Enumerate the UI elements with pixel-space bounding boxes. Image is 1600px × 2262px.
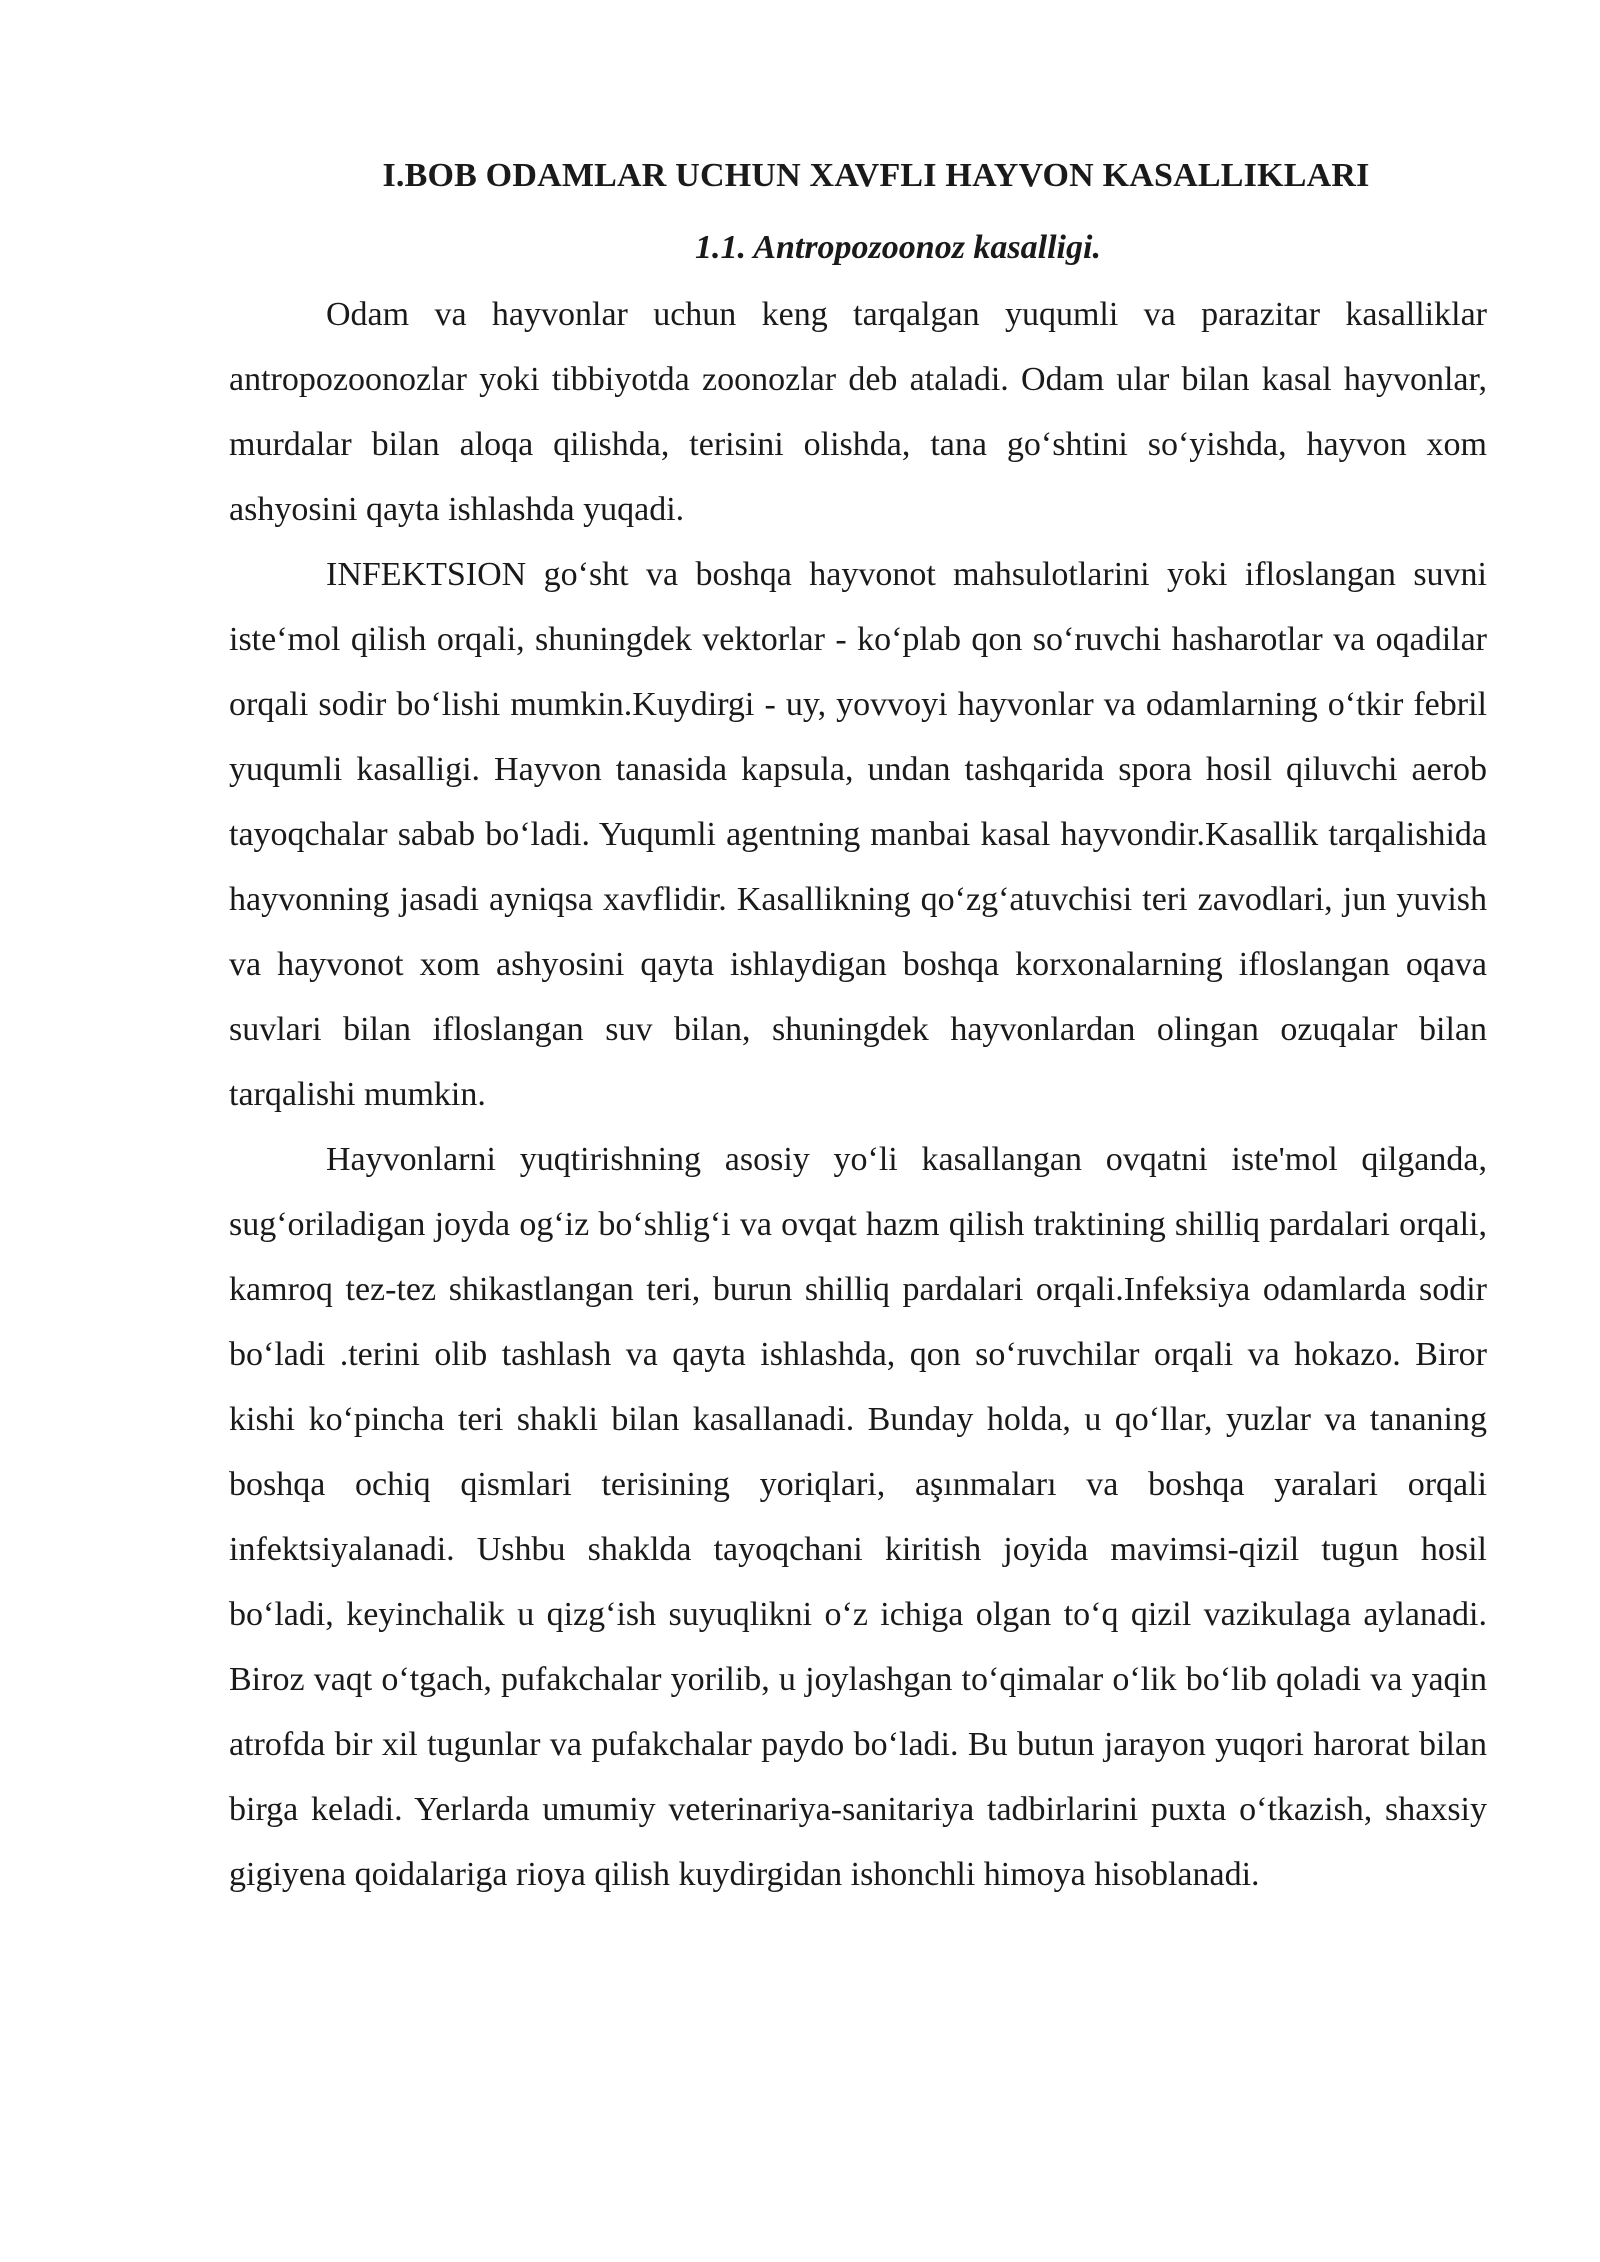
paragraph-2: INFEKTSION go‘sht va boshqa hayvonot mahsulotlarini yoki ifloslangan suvni iste‘mol qilish orqali, shuningdek vektorlar - ko‘plab qon so‘ruvchi hasharotlar va oqadilar orqali sodir bo‘lishi mumkin.Kuydirgi - uy, yovvoyi hayvonlar va odamlarning o‘tkir febril yuqumli kasalligi. Hayvon tanasida kapsula, undan tashqarida spora hosil qiluvchi aerob tayoqchalar sabab bo‘ladi. Yuqumli agentning manbai kasal hayvondir.Kasallik tarqalishida hayvonning jasadi ayniqsa xavflidir. Kasallikning qo‘zg‘atuvchisi teri zavodlari, jun yuvish va hayvonot xom ashyosini qayta ishlaydigan boshqa korxonalarning ifloslangan oqava suvlari bilan ifloslangan suv bilan, shuningdek hayvonlardan olingan ozuqalar bilan tarqalishi mumkin. bbox=[229, 556, 1487, 1113]
chapter-title: I.BOB ODAMLAR UCHUN XAVFLI HAYVON KASALLIKLARI bbox=[382, 157, 1370, 194]
section-title: 1.1. Antropozoonoz kasalligi. bbox=[695, 229, 1101, 266]
paragraph-1: Odam va hayvonlar uchun keng tarqalgan yuqumli va parazitar kasalliklar antropozoonozlar yoki tibbiyotda zoonozlar deb ataladi. Odam ular bilan kasal hayvonlar, murdalar bilan aloqa qilishda, terisini olishda, tana go‘shtini so‘yishda, hayvon xom ashyosini qayta ishlashda yuqadi. bbox=[229, 296, 1487, 528]
document-content bbox=[229, 150, 1487, 1907]
paragraph-3: Hayvonlarni yuqtirishning asosiy yo‘li kasallangan ovqatni iste'mol qilganda, sug‘oriladigan joyda og‘iz bo‘shlig‘i va ovqat hazm qilish traktining shilliq pardalari orqali, kamroq tez-tez shikastlangan teri, burun shilliq pardalari orqali.Infeksiya odamlarda sodir bo‘ladi .terini olib tashlash va qayta ishlashda, qon so‘ruvchilar orqali va hokazo. Biror kishi ko‘pincha teri shakli bilan kasallanadi. Bunday holda, u qo‘llar, yuzlar va tananing boshqa ochiq qismlari terisining yoriqlari, aşınmaları va boshqa yaralari orqali infektsiyalanadi. Ushbu shaklda tayoqchani kiritish joyida mavimsi-qizil tugun hosil bo‘ladi, keyinchalik u qizg‘ish suyuqlikni o‘z ichiga olgan to‘q qizil vazikulaga aylanadi. Biroz vaqt o‘tgach, pufakchalar yorilib, u joylashgan to‘qimalar o‘lik bo‘lib qoladi va yaqin atrofda bir xil tugunlar va pufakchalar paydo bo‘ladi. Bu butun jarayon yuqori harorat bilan birga keladi. Yerlarda umumiy veterinariya-sanitariya tadbirlarini puxta o‘tkazish, shaxsiy gigiyena qoidalariga rioya qilish kuydirgidan ishonchli himoya hisoblanadi. bbox=[229, 1141, 1487, 1893]
